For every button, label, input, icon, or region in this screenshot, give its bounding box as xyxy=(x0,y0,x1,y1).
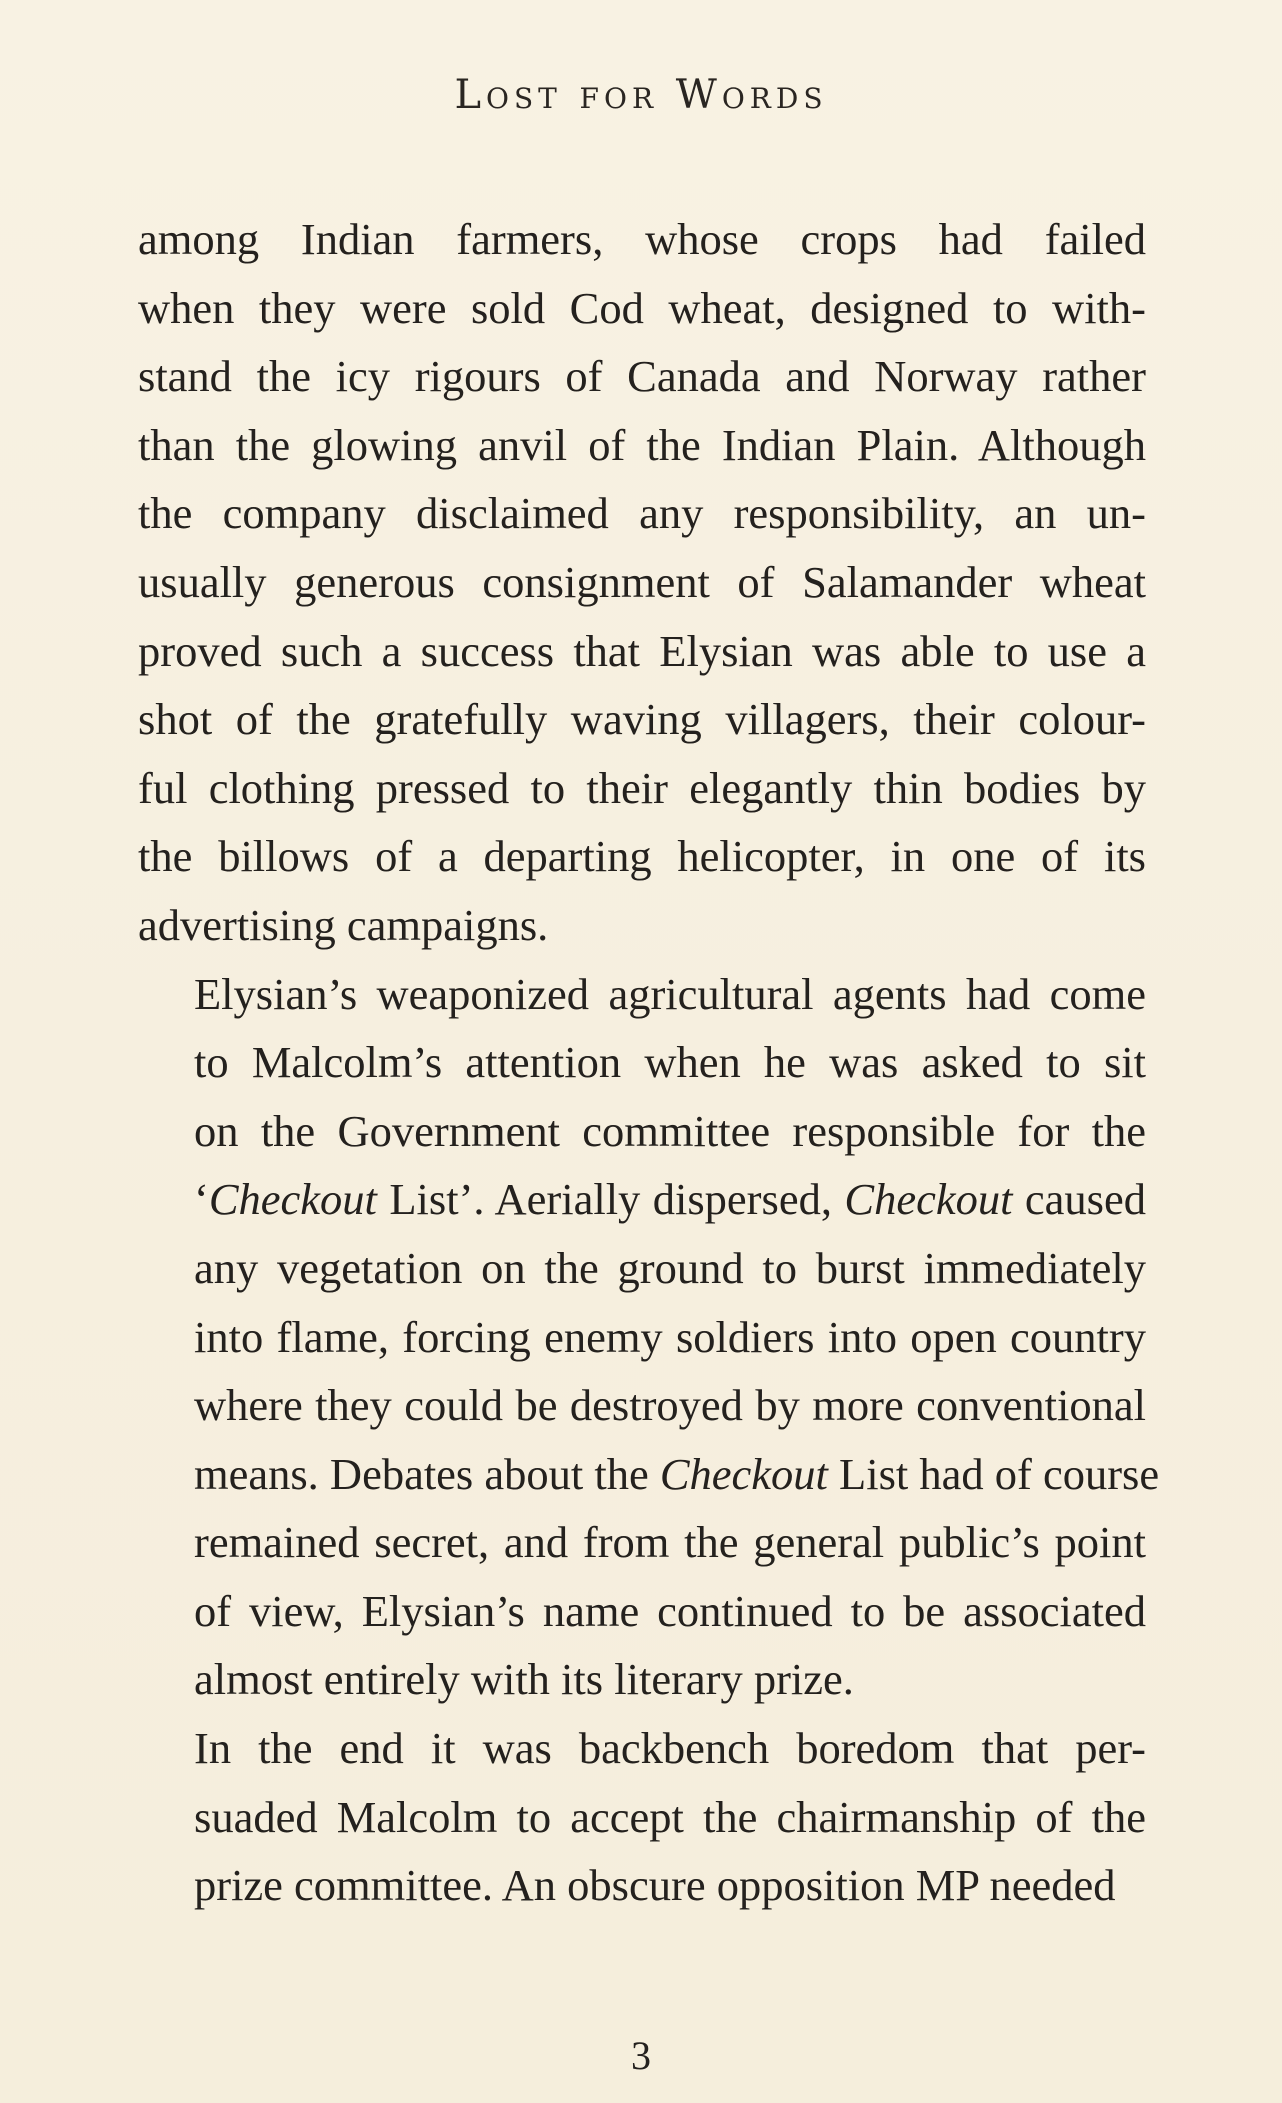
paragraph xyxy=(138,960,1160,1715)
text-line: into flame, forcing enemy soldiers into open country xyxy=(194,1311,1146,1362)
text-line: suaded Malcolm to accept the chairmanship of the xyxy=(194,1791,1146,1842)
text-line: the company disclaimed any responsibility, an un- xyxy=(138,488,1146,539)
page-number: 3 xyxy=(631,2033,651,2078)
italic-title: Checkout xyxy=(844,1174,1013,1225)
text-line: of view, Elysian’s name continued to be associated xyxy=(194,1585,1146,1636)
text-line: shot of the gratefully waving villagers, their colour- xyxy=(138,694,1146,745)
italic-title: Checkout xyxy=(659,1448,828,1499)
text-line: the billows of a departing helicopter, in one of its xyxy=(138,831,1146,882)
text-line: stand the icy rigours of Canada and Norway rather xyxy=(138,351,1146,402)
text-line: any vegetation on the ground to burst immediately xyxy=(194,1242,1146,1293)
text-line: Elysian’s weaponized agricultural agents had come xyxy=(194,968,1146,1019)
text-line: almost entirely with its literary prize. xyxy=(194,1654,854,1705)
paragraph xyxy=(138,205,1146,960)
text-line: prize committee. An obscure opposition MP needed xyxy=(194,1860,1116,1911)
text-line: ful clothing pressed to their elegantly thin bodies by xyxy=(138,762,1146,813)
text-line: remained secret, and from the general public’s point xyxy=(194,1517,1146,1568)
paragraph xyxy=(138,1714,1146,1920)
text-line: when they were sold Cod wheat, designed to with- xyxy=(138,282,1146,333)
text-line: means. Debates about the Checkout List had of course xyxy=(194,1448,1160,1499)
text-line: advertising campaigns. xyxy=(138,899,549,950)
text-line: where they could be destroyed by more conventional xyxy=(194,1380,1146,1431)
text-line: ‘Checkout List’. Aerially dispersed, Checkout caused xyxy=(194,1174,1146,1225)
text-line: to Malcolm’s attention when he was asked to sit xyxy=(194,1037,1146,1088)
body-text xyxy=(138,205,1160,1920)
text-line: than the glowing anvil of the Indian Plain. Although xyxy=(138,419,1146,470)
text-line: proved such a success that Elysian was able to use a xyxy=(138,625,1146,676)
text-line: among Indian farmers, whose crops had failed xyxy=(138,214,1146,264)
text-line: usually generous consignment of Salamander wheat xyxy=(138,556,1146,607)
text-line: on the Government committee responsible for the xyxy=(194,1105,1146,1156)
text-line: In the end it was backbench boredom that per- xyxy=(194,1723,1146,1774)
italic-title: Checkout xyxy=(208,1174,377,1225)
running-head: Lost for Words xyxy=(454,72,828,118)
